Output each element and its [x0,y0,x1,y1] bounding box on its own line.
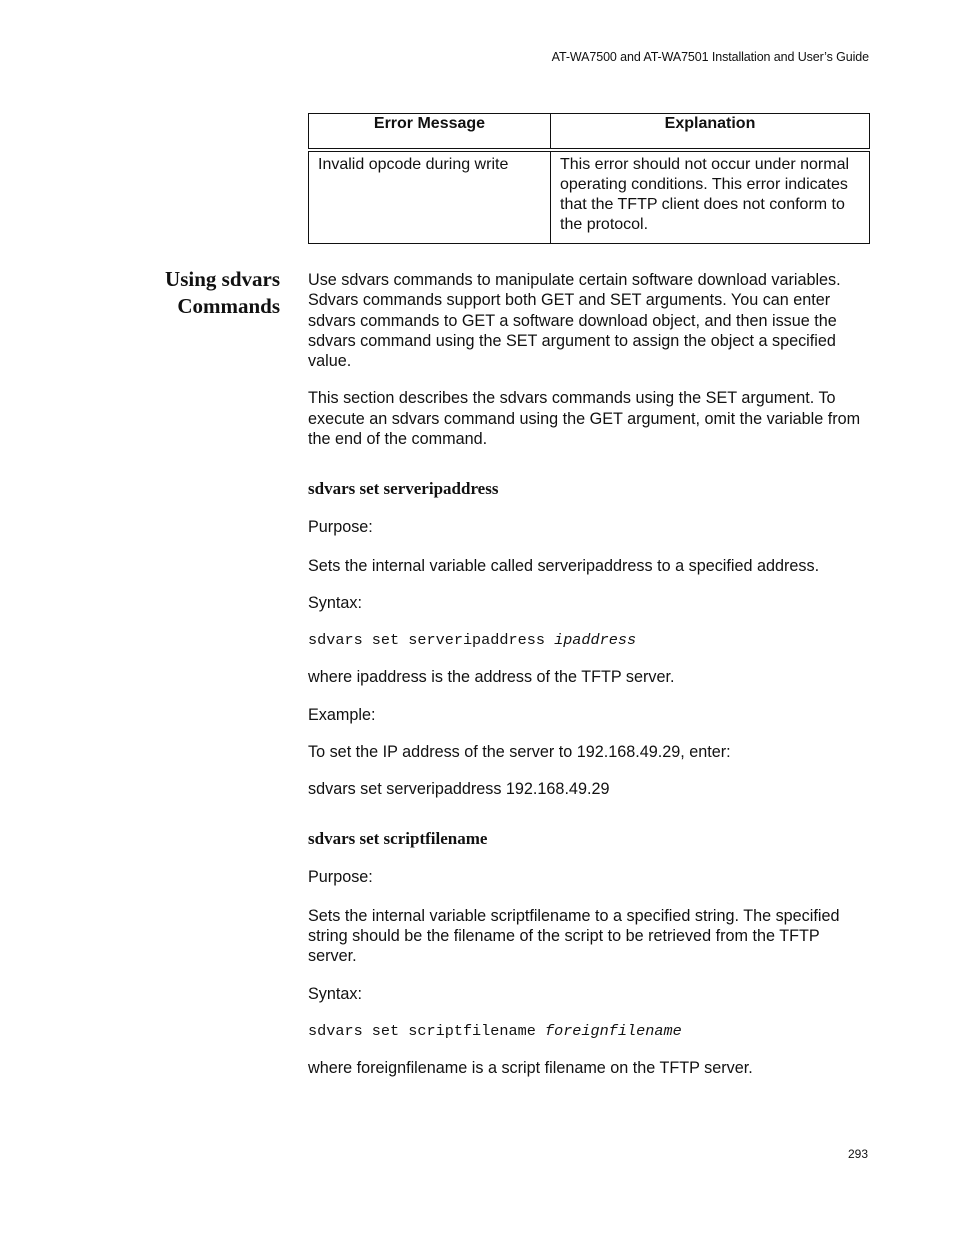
section-heading-line-2: Commands [177,294,280,318]
error-message-cell: Invalid opcode during write [309,150,551,244]
example-text: To set the IP address of the server to 192.168.49.29, enter: [308,742,731,761]
syntax-command [308,1021,870,1041]
command-heading-serveripaddress: sdvars set serveripaddress [308,479,499,499]
purpose-text: Sets the internal variable scriptfilename to a specified string. The specified string should be the filename of the script to be retrieved from the TFTP server. [308,906,840,966]
syntax-explanation: where ipaddress is the address of the TFTP server. [308,668,675,687]
command-heading-scriptfilename: sdvars set scriptfilename [308,829,488,849]
table-header-row [309,114,870,151]
column-header-explanation: Explanation [551,114,870,151]
syntax-argument: ipaddress [554,631,637,650]
syntax-label: Syntax: [308,593,362,612]
intro-paragraph-2: This section describes the sdvars commands using the SET argument. To execute an sdvars command using the GET argument, omit the variable from the end of the command. [308,389,861,449]
syntax-argument: foreignfilename [544,1021,682,1040]
example-command: sdvars set serveripaddress 192.168.49.29 [308,780,610,799]
example-label: Example: [308,705,376,724]
syntax-command-text: sdvars set scriptfilename [308,1021,545,1040]
section-heading-line-1: Using sdvars [165,267,280,291]
syntax-command-text: sdvars set serveripaddress [308,631,555,650]
error-message-table [308,113,870,244]
purpose-label: Purpose: [308,868,373,887]
running-header: AT-WA7500 and AT-WA7501 Installation and User’s Guide [551,50,869,64]
explanation-cell: This error should not occur under normal operating conditions. This error indicates that the TFTP client does not conform to the protocol. [551,150,870,244]
column-header-error-message: Error Message [309,114,551,151]
page-number: 293 [847,1147,868,1161]
purpose-text: Sets the internal variable called serveripaddress to a specified address. [308,556,820,575]
purpose-label: Purpose: [308,518,373,537]
syntax-command [308,630,870,650]
table-row [309,150,870,244]
section-body [308,270,870,1078]
intro-paragraph: Use sdvars commands to manipulate certain software download variables. Sdvars commands support both GET and SET arguments. You can enter sdvars commands to GET a software download object, and then issue the sdvars command using the SET argument to assign the object a specified value. [308,271,841,371]
section-heading [120,266,280,320]
syntax-explanation: where foreignfilename is a script filename on the TFTP server. [308,1058,753,1077]
syntax-label: Syntax: [308,984,362,1003]
